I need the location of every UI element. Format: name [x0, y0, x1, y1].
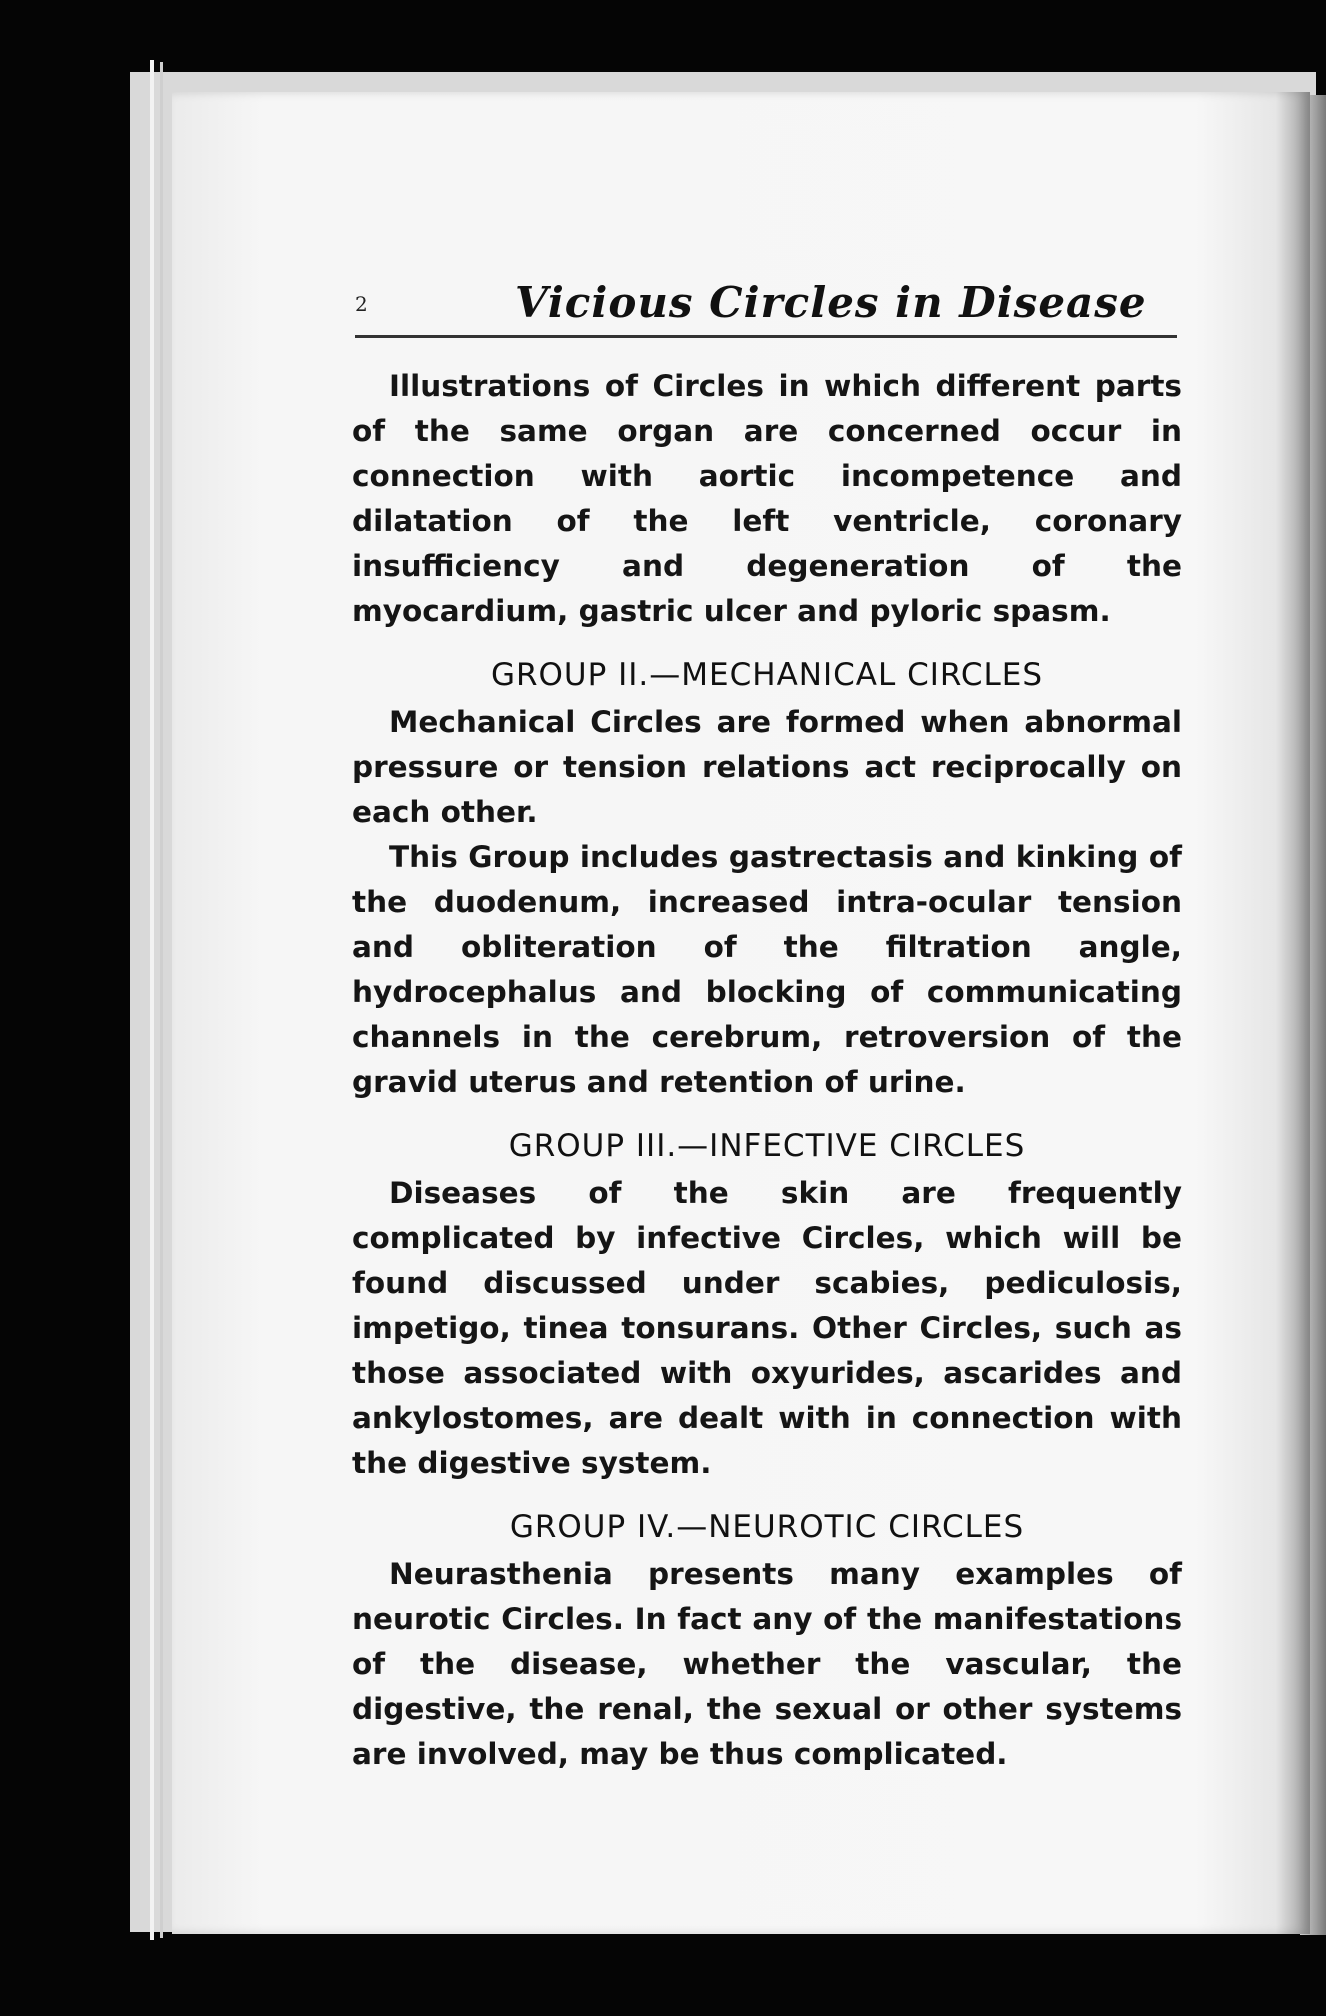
paragraph: Neurasthenia presents many examples of neurotic Circles. In fact any of the manifestations of the disease, whether the vascular, the digestive, the renal, the sexual or other systems are involved, may be thus complicated. [352, 1557, 1182, 1771]
header-rule [355, 335, 1177, 338]
running-head-title: Vicious Circles in Disease [515, 278, 1147, 327]
running-head [355, 278, 1185, 330]
scan-artifact [700, 1928, 720, 1942]
section-heading: GROUP II.—MECHANICAL CIRCLES [490, 657, 1044, 693]
paragraph: This Group includes gastrectasis and kinking of the duodenum, increased intra-ocular tension and obliteration of the filtration angle, hydrocephalus and blocking of communicating channels in the cerebrum, retroversion of the gravid uterus and retention of urine. [352, 840, 1182, 1099]
page-edge-line [150, 60, 154, 1940]
page-edge-line [160, 62, 163, 1938]
paragraph: Diseases of the skin are frequently complicated by infective Circles, which will be found discussed under scabies, pediculosis, impetigo, tinea tonsurans. Other Circles, such as those associated with oxyurides, ascarides and ankylostomes, are dealt with in connection with the digestive system. [352, 1176, 1182, 1480]
paragraph: Mechanical Circles are formed when abnormal pressure or tension relations act reciprocally on each other. [352, 705, 1182, 829]
section-heading: GROUP IV.—NEUROTIC CIRCLES [509, 1509, 1025, 1545]
paragraph: Illustrations of Circles in which different parts of the same organ are concerned occur in connection with aortic incompetence and dilatation of the left ventricle, coronary insufficiency and degeneration of the myocardium, gastric ulcer and pyloric spasm. [352, 369, 1182, 628]
page-body [352, 364, 1182, 1777]
page-number: 2 [355, 292, 368, 316]
section-heading: GROUP III.—INFECTIVE CIRCLES [508, 1128, 1026, 1164]
